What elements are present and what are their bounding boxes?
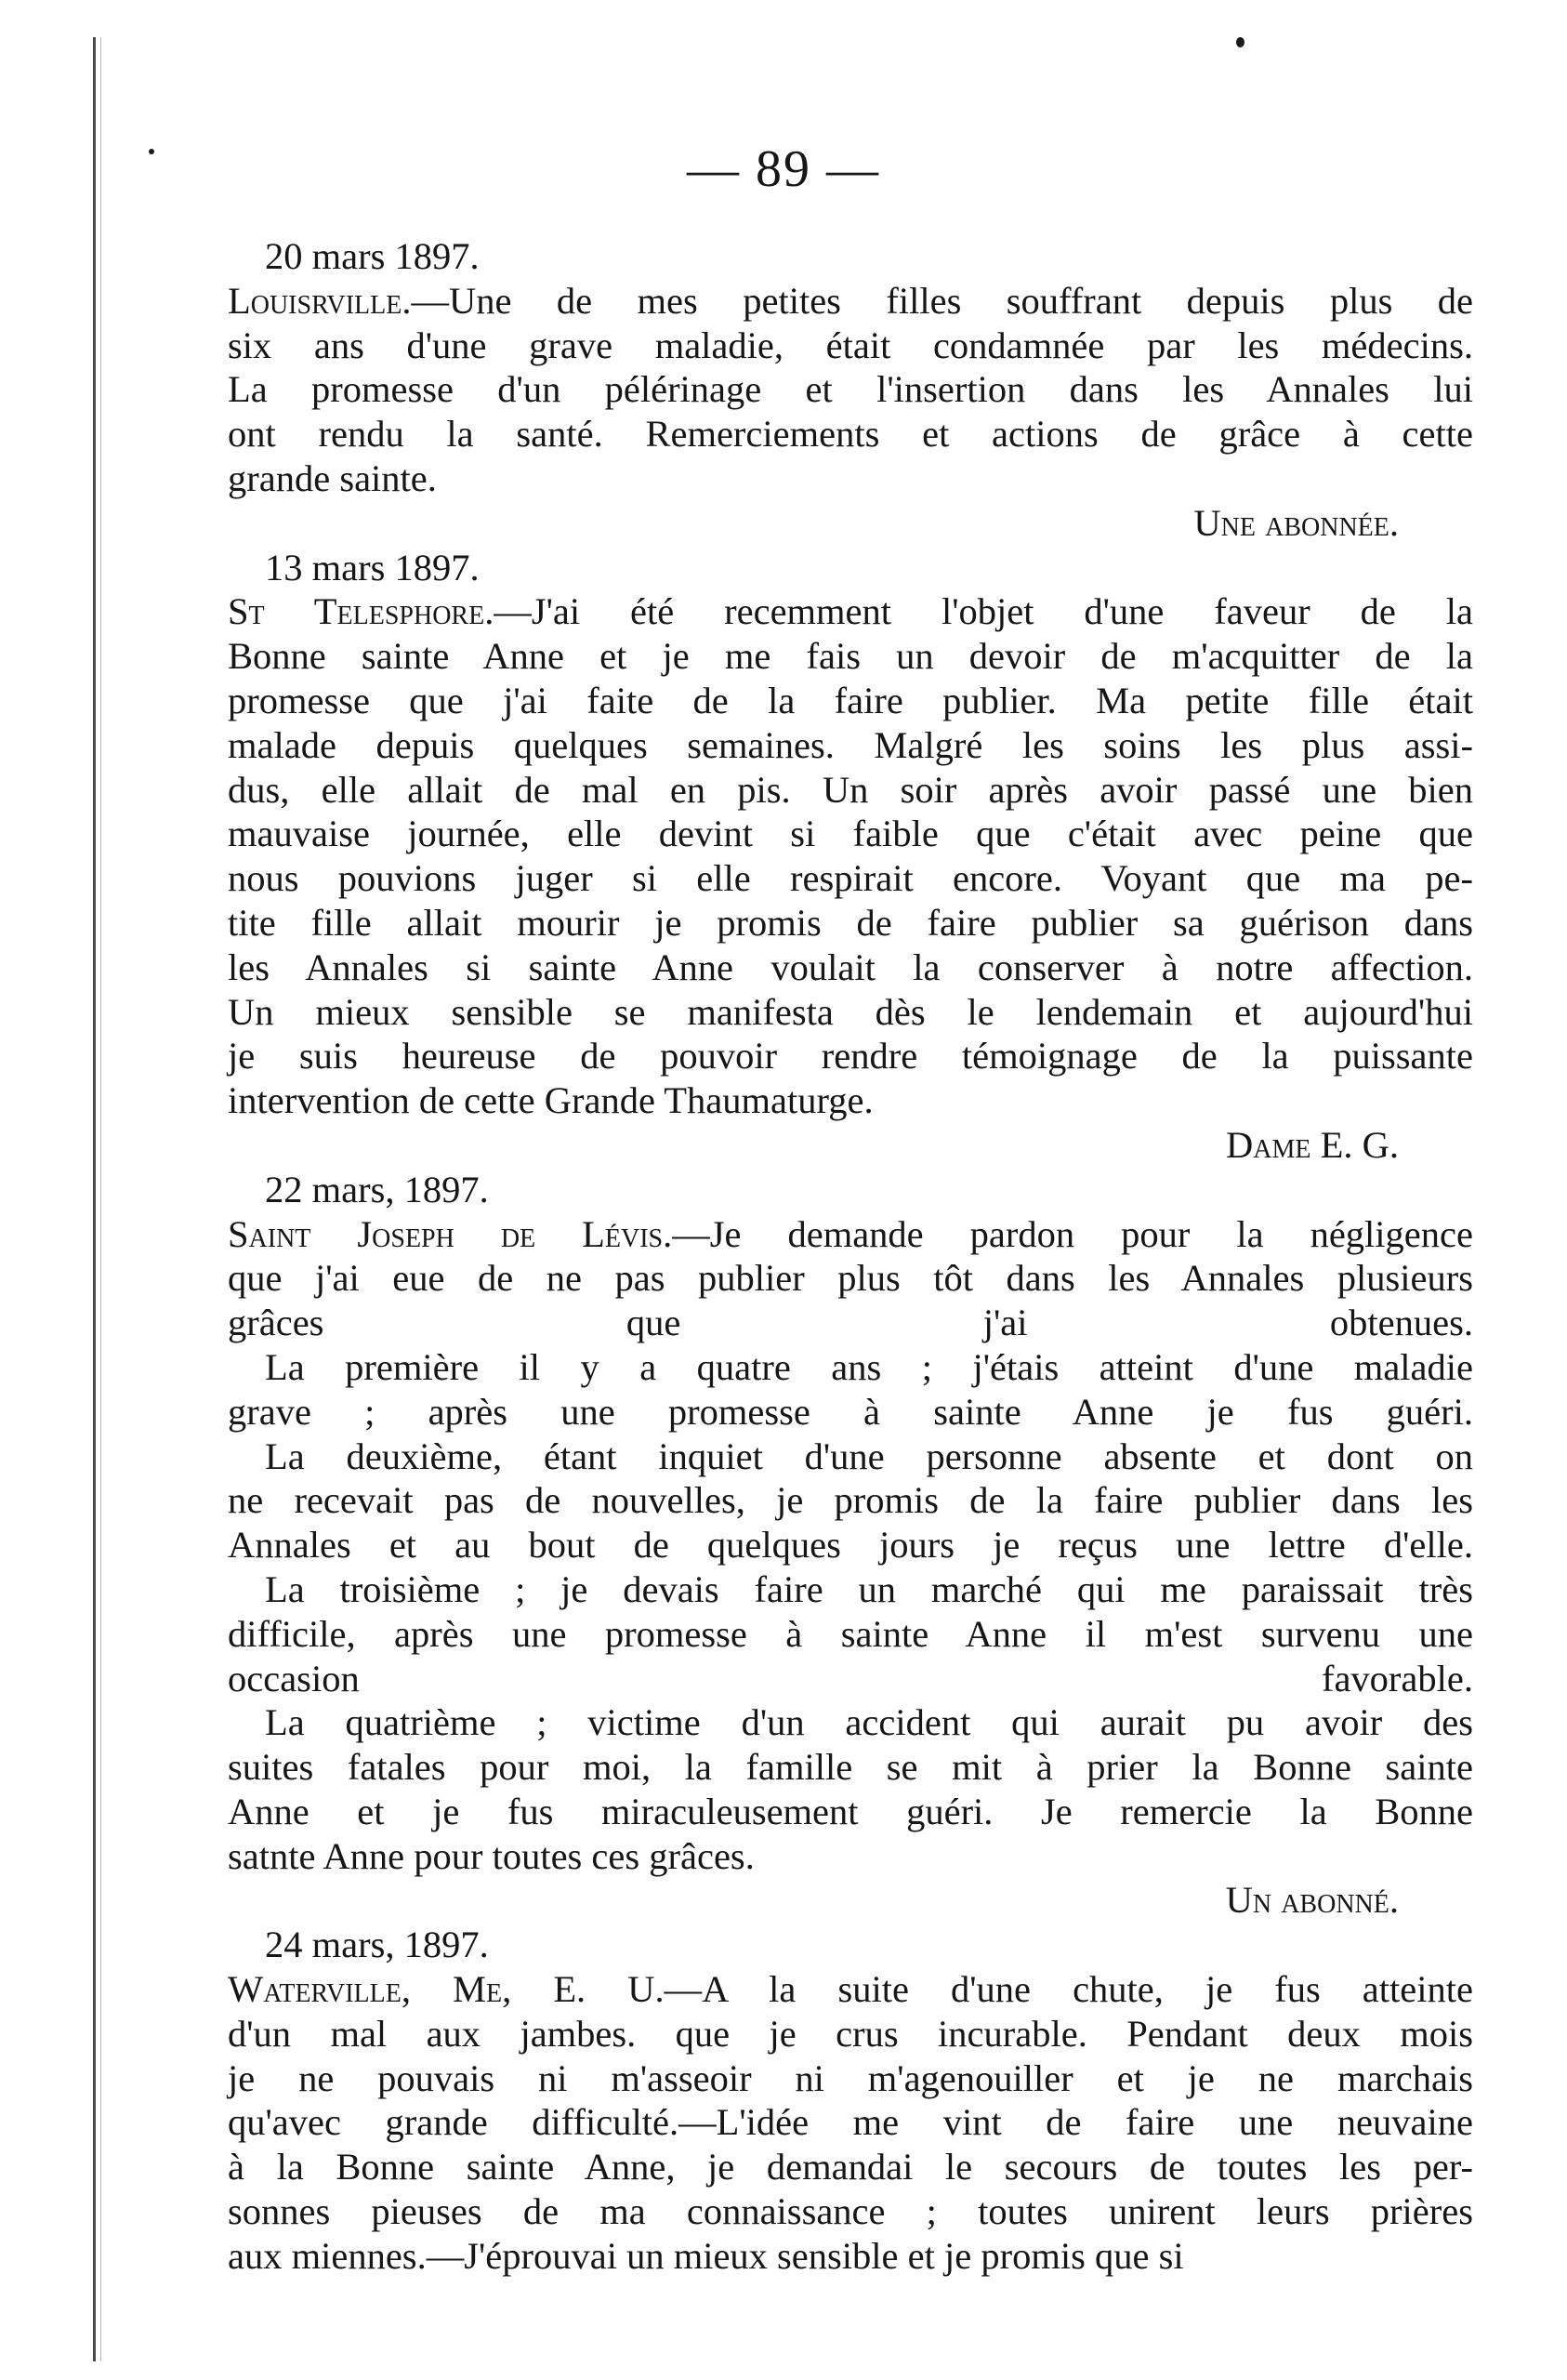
text-line: [228, 901, 1473, 945]
text-line: [228, 1390, 1473, 1435]
text-line: [228, 2234, 1473, 2279]
line-text: La promesse d'un pélérinage et l'insertion dans les Annales lui: [228, 368, 1473, 411]
text-line: [228, 1435, 1473, 1479]
text-line: [228, 412, 1473, 456]
text-line: [228, 2056, 1473, 2101]
entry-date: 13 mars 1897.: [265, 546, 480, 588]
text-line: [228, 324, 1473, 368]
text-line: [228, 456, 1473, 501]
testimony-entry: [228, 546, 1473, 1168]
signature: Dame E. G.: [1226, 1123, 1399, 1166]
text-line: [228, 2100, 1473, 2145]
text-line: [228, 589, 1473, 634]
line-text: ne recevait pas de nouvelles, je promis de la faire publier dans les: [228, 1479, 1473, 1522]
line-text: La quatrième ; victime d'un accident qui aurait pu avoir des: [265, 1701, 1473, 1744]
text-line: [228, 1078, 1473, 1123]
text-line: [228, 367, 1473, 412]
line-text: La deuxième, étant inquiet d'une personne absente et dont on: [265, 1435, 1473, 1477]
text-line: [228, 1034, 1473, 1078]
text-line: [228, 679, 1473, 723]
line-text: grave ; après une promesse à sainte Anne je fus guéri.: [228, 1390, 1473, 1433]
text-line: [228, 1256, 1473, 1301]
line-text: Bonne sainte Anne et je me fais un devoir de m'acquitter de la: [228, 635, 1473, 678]
line-text: dus, elle allait de mal en pis. Un soir après avoir passé une bien: [228, 768, 1473, 811]
line-text: qu'avec grande difficulté.—L'idée me vint de faire une neuvaine: [228, 2101, 1473, 2144]
text-line: [228, 1523, 1473, 1567]
line-text: grande sainte.: [228, 456, 437, 499]
binding-edge-line: [93, 37, 96, 2361]
line-text: Un mieux sensible se manifesta dès le lendemain et aujourd'hui: [228, 990, 1473, 1033]
print-speck: [1236, 37, 1244, 47]
line-text: sonnes pieuses de ma connaissance ; toutes unirent leurs prières: [228, 2190, 1473, 2233]
text-line: [228, 279, 1473, 324]
text-line: [228, 1657, 1473, 1701]
text-line: [228, 945, 1473, 990]
line-text: tite fille allait mourir je promis de faire publier sa guérison dans: [228, 901, 1473, 944]
line-text: suites fatales pour moi, la famille se mit à prier la Bonne sainte: [228, 1746, 1473, 1789]
testimony-entry: [228, 1923, 1473, 2278]
place-name: Saint Joseph de Lévis.: [228, 1212, 673, 1255]
signature: Un abonné.: [1225, 1879, 1399, 1922]
text-line: [228, 723, 1473, 768]
line-text: aux miennes.—J'éprouvai un mieux sensible et je promis que si: [228, 2234, 1184, 2277]
line-text: intervention de cette Grande Thaumaturge.: [228, 1079, 874, 1122]
text-line: [228, 634, 1473, 679]
text-line: [228, 1790, 1473, 1834]
line-text: je ne pouvais ni m'asseoir ni m'agenouiller et je ne marchais: [228, 2056, 1473, 2099]
line-text: malade depuis quelques semaines. Malgré les soins les plus assi-: [228, 723, 1473, 766]
place-name: Louisrville.: [228, 279, 412, 322]
place-name: St Telesphore.: [228, 590, 494, 633]
signature: Une abonnée.: [1193, 501, 1399, 544]
text-line: [228, 1478, 1473, 1523]
line-text: nous pouvions juger si elle respirait encore. Voyant que ma pe-: [228, 857, 1473, 900]
testimony-entry: [228, 234, 1473, 546]
line-text: —J'ai été recemment l'objet d'une faveur de la: [494, 590, 1473, 633]
text-line: [228, 1567, 1473, 1612]
place-name: Waterville, Me, E. U.: [228, 1968, 665, 2011]
text-line: [228, 1745, 1473, 1790]
text-line: [228, 990, 1473, 1035]
line-text: satnte Anne pour toutes ces grâces.: [228, 1834, 755, 1877]
text-line: [228, 856, 1473, 901]
line-text: les Annales si sainte Anne voulait la conserver à notre affection.: [228, 945, 1473, 988]
entry-date: 24 mars, 1897.: [265, 1924, 489, 1966]
text-line: [228, 1212, 1473, 1257]
line-text: occasion favorable.: [228, 1657, 1473, 1699]
line-text: difficile, après une promesse à sainte Anne il m'est survenu une: [228, 1612, 1473, 1655]
line-text: promesse que j'ai faite de la faire publier. Ma petite fille était: [228, 679, 1473, 721]
text-line: [228, 1612, 1473, 1657]
line-text: six ans d'une grave maladie, était condamnée par les médecins.: [228, 324, 1473, 366]
line-text: Anne et je fus miraculeusement guéri. Je remercie la Bonne: [228, 1790, 1473, 1832]
line-text: —Je demande pardon pour la négligence: [672, 1212, 1473, 1255]
line-text: La troisième ; je devais faire un marché qui me paraissait très: [265, 1567, 1473, 1610]
text-line: [228, 1700, 1473, 1745]
text-line: [228, 1301, 1473, 1345]
text-line: [228, 1345, 1473, 1390]
line-text: —Une de mes petites filles souffrant depuis plus de: [411, 279, 1473, 322]
text-line: [228, 812, 1473, 856]
text-line: [228, 1834, 1473, 1879]
line-text: Annales et au bout de quelques jours je reçus une lettre d'elle.: [228, 1524, 1473, 1567]
line-text: grâces que j'ai obtenues.: [228, 1302, 1473, 1344]
line-text: —A la suite d'une chute, je fus atteinte: [664, 1968, 1473, 2011]
entry-date: 22 mars, 1897.: [265, 1168, 489, 1210]
text-line: [228, 768, 1473, 813]
line-text: que j'ai eue de ne pas publier plus tôt dans les Annales plusieurs: [228, 1257, 1473, 1300]
page-number: — 89 —: [687, 140, 880, 198]
line-text: mauvaise journée, elle devint si faible que c'était avec peine que: [228, 813, 1473, 855]
entry-date: 20 mars 1897.: [265, 235, 480, 277]
testimony-entry: [228, 1168, 1473, 1924]
line-text: je suis heureuse de pouvoir rendre témoignage de la puissante: [228, 1035, 1473, 1078]
text-line: [228, 2012, 1473, 2056]
text-column: [228, 234, 1473, 2279]
line-text: ont rendu la santé. Remerciements et actions de grâce à cette: [228, 413, 1473, 456]
text-line: [228, 2145, 1473, 2189]
text-line: [228, 2189, 1473, 2234]
line-text: d'un mal aux jambes. que je crus incurable. Pendant deux mois: [228, 2012, 1473, 2055]
line-text: La première il y a quatre ans ; j'étais atteint d'une maladie: [265, 1345, 1473, 1388]
text-line: [228, 1967, 1473, 2012]
line-text: à la Bonne sainte Anne, je demandai le secours de toutes les per-: [228, 2146, 1473, 2188]
binding-edge-shadow: [100, 37, 101, 2361]
